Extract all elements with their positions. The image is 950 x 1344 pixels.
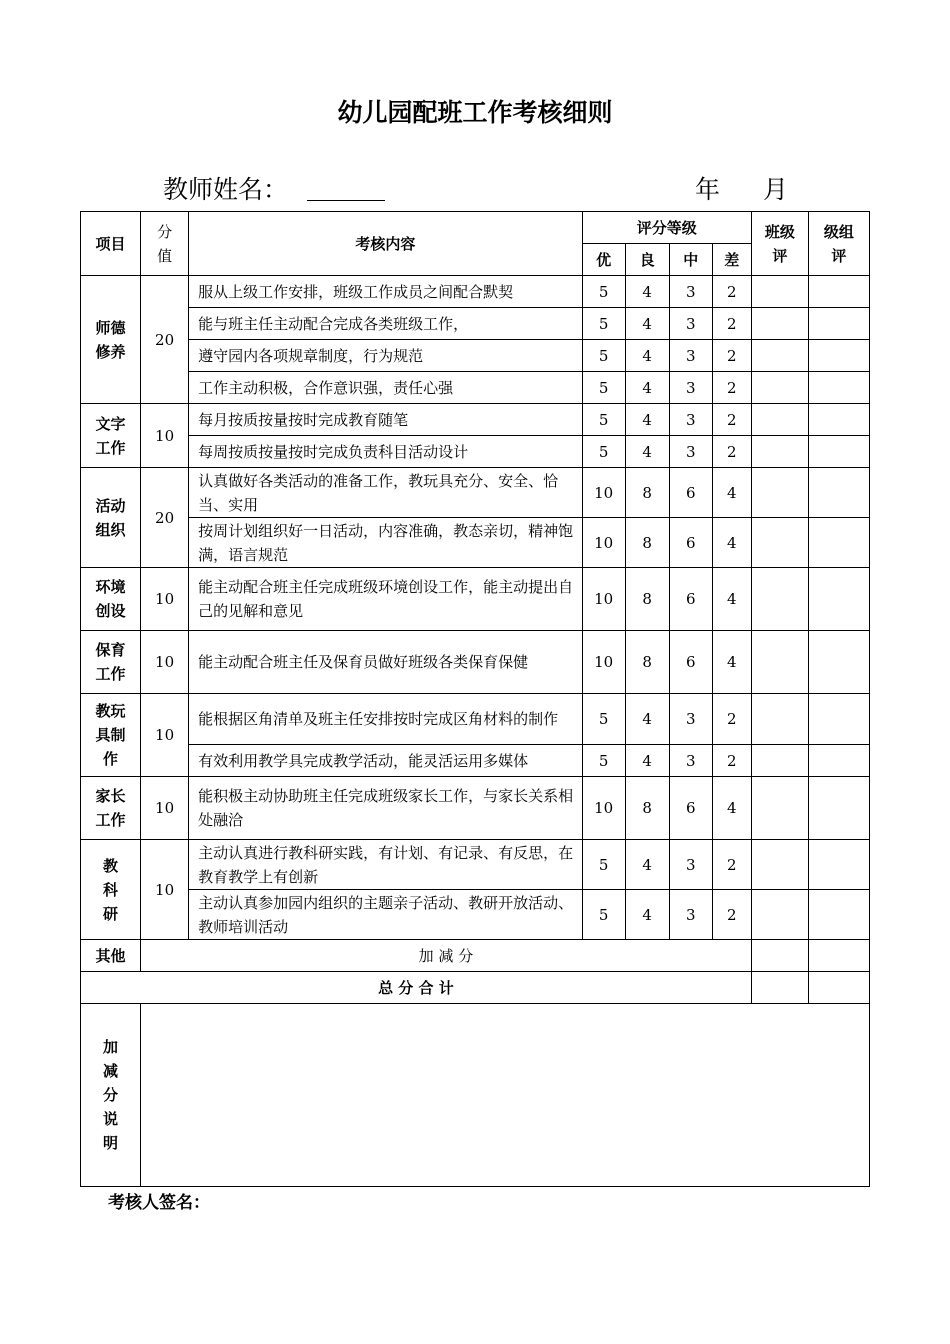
criterion-content: 每周按质按量按时完成负责科目活动设计: [189, 436, 582, 468]
grade-score: 4: [625, 840, 669, 890]
teacher-name-label: 教师姓名：: [163, 175, 289, 204]
group-eval-cell[interactable]: [808, 372, 869, 404]
grade-score: 2: [712, 308, 751, 340]
table-row: [81, 372, 870, 404]
class-eval-cell[interactable]: [751, 404, 808, 436]
class-eval-cell[interactable]: [751, 694, 808, 745]
class-eval-cell[interactable]: [751, 840, 808, 890]
criterion-content: 服从上级工作安排，班级工作成员之间配合默契: [189, 276, 582, 308]
section-score: 10: [141, 404, 189, 468]
section-score: 10: [141, 694, 189, 777]
table-row: [81, 404, 870, 436]
header-item: 项目: [81, 212, 141, 276]
class-eval-cell[interactable]: [751, 745, 808, 777]
group-eval-cell[interactable]: [808, 436, 869, 468]
group-eval-cell[interactable]: [808, 340, 869, 372]
grade-score: 6: [669, 777, 712, 840]
grade-score: 3: [669, 840, 712, 890]
other-content: 加 减 分: [141, 940, 752, 972]
grade-score: 4: [625, 694, 669, 745]
table-row: [81, 840, 870, 890]
table-row: [81, 631, 870, 694]
total-label: 总 分 合 计: [81, 972, 752, 1004]
assessment-table: [80, 211, 870, 1187]
grade-score: 2: [712, 372, 751, 404]
signer-label: 考核人签名：: [108, 1193, 210, 1213]
grade-score: 8: [625, 518, 669, 568]
criterion-content: 认真做好各类活动的准备工作，教玩具充分、安全、恰当、实用: [189, 468, 582, 518]
month-label: 月: [763, 175, 789, 204]
section-score: 10: [141, 777, 189, 840]
grade-score: 4: [712, 468, 751, 518]
grade-score: 4: [625, 340, 669, 372]
criterion-content: 能根据区角清单及班主任安排按时完成区角材料的制作: [189, 694, 582, 745]
class-eval-cell[interactable]: [751, 972, 808, 1004]
table-row: [81, 308, 870, 340]
other-label: 其他: [81, 940, 141, 972]
grade-excellent: 优: [582, 244, 625, 276]
criterion-content: 工作主动积极，合作意识强，责任心强: [189, 372, 582, 404]
class-eval-cell[interactable]: [751, 631, 808, 694]
header-content: 考核内容: [189, 212, 582, 276]
group-eval-cell[interactable]: [808, 631, 869, 694]
notes-row: [81, 1004, 870, 1187]
section-name: 文字 工作: [81, 404, 141, 468]
grade-score: 4: [625, 308, 669, 340]
group-eval-cell[interactable]: [808, 276, 869, 308]
grade-score: 4: [625, 276, 669, 308]
table-row: [81, 568, 870, 631]
grade-score: 3: [669, 404, 712, 436]
section-score: 10: [141, 840, 189, 940]
table-row: [81, 276, 870, 308]
criterion-content: 有效利用教学具完成教学活动，能灵活运用多媒体: [189, 745, 582, 777]
header-grade-group: 评分等级: [582, 212, 751, 244]
grade-score: 5: [582, 340, 625, 372]
section-name: 教 科 研: [81, 840, 141, 940]
group-eval-cell[interactable]: [808, 568, 869, 631]
grade-score: 3: [669, 436, 712, 468]
grade-score: 3: [669, 694, 712, 745]
class-eval-cell[interactable]: [751, 518, 808, 568]
section-score: 20: [141, 276, 189, 404]
group-eval-cell[interactable]: [808, 972, 869, 1004]
section-name: 师德 修养: [81, 276, 141, 404]
section-name: 环境 创设: [81, 568, 141, 631]
group-eval-cell[interactable]: [808, 518, 869, 568]
grade-score: 8: [625, 568, 669, 631]
header-score: 分 值: [141, 212, 189, 276]
criterion-content: 遵守园内各项规章制度，行为规范: [189, 340, 582, 372]
grade-poor: 差: [712, 244, 751, 276]
grade-score: 8: [625, 777, 669, 840]
section-name: 家长 工作: [81, 777, 141, 840]
grade-score: 3: [669, 745, 712, 777]
class-eval-cell[interactable]: [751, 468, 808, 518]
table-row: [81, 890, 870, 940]
grade-score: 5: [582, 372, 625, 404]
grade-score: 2: [712, 890, 751, 940]
grade-score: 5: [582, 276, 625, 308]
total-row: [81, 972, 870, 1004]
criterion-content: 能主动配合班主任完成班级环境创设工作，能主动提出自己的见解和意见: [189, 568, 582, 631]
grade-score: 4: [625, 890, 669, 940]
criterion-content: 主动认真进行教科研实践，有计划、有记录、有反思，在教育教学上有创新: [189, 840, 582, 890]
grade-score: 2: [712, 694, 751, 745]
grade-score: 4: [712, 631, 751, 694]
section-score: 20: [141, 468, 189, 568]
criterion-content: 能主动配合班主任及保育员做好班级各类保育保健: [189, 631, 582, 694]
group-eval-cell[interactable]: [808, 840, 869, 890]
grade-score: 6: [669, 468, 712, 518]
section-name: 保育 工作: [81, 631, 141, 694]
grade-score: 6: [669, 518, 712, 568]
table-row: [81, 518, 870, 568]
grade-medium: 中: [669, 244, 712, 276]
table-row: [81, 694, 870, 745]
teacher-name-bar: [163, 170, 803, 204]
grade-score: 2: [712, 404, 751, 436]
header-row: [81, 212, 870, 244]
grade-score: 4: [625, 404, 669, 436]
criterion-content: 按周计划组织好一日活动，内容准确，教态亲切，精神饱满，语言规范: [189, 518, 582, 568]
grade-score: 2: [712, 436, 751, 468]
class-eval-cell[interactable]: [751, 777, 808, 840]
section-score: 10: [141, 568, 189, 631]
table-row: [81, 745, 870, 777]
class-eval-cell[interactable]: [751, 436, 808, 468]
grade-score: 5: [582, 308, 625, 340]
grade-score: 3: [669, 890, 712, 940]
notes-label: 加 减 分 说 明: [81, 1004, 141, 1187]
class-eval-cell[interactable]: [751, 372, 808, 404]
other-row: [81, 940, 870, 972]
table-row: [81, 340, 870, 372]
table-row: [81, 468, 870, 518]
header-class-eval: 班级 评: [751, 212, 808, 276]
grade-score: 5: [582, 840, 625, 890]
grade-score: 6: [669, 631, 712, 694]
grade-score: 2: [712, 840, 751, 890]
grade-score: 10: [582, 518, 625, 568]
group-eval-cell[interactable]: [808, 694, 869, 745]
grade-score: 3: [669, 308, 712, 340]
group-eval-cell[interactable]: [808, 890, 869, 940]
grade-score: 2: [712, 276, 751, 308]
criterion-content: 能与班主任主动配合完成各类班级工作，: [189, 308, 582, 340]
grade-score: 10: [582, 468, 625, 518]
group-eval-cell[interactable]: [808, 777, 869, 840]
section-score: 10: [141, 631, 189, 694]
grade-score: 5: [582, 694, 625, 745]
section-name: 教玩 具制 作: [81, 694, 141, 777]
class-eval-cell[interactable]: [751, 308, 808, 340]
grade-score: 4: [712, 568, 751, 631]
class-eval-cell[interactable]: [751, 340, 808, 372]
grade-score: 4: [625, 745, 669, 777]
grade-score: 10: [582, 568, 625, 631]
notes-area[interactable]: [141, 1004, 870, 1187]
grade-score: 5: [582, 436, 625, 468]
group-eval-cell[interactable]: [808, 308, 869, 340]
table-row: [81, 436, 870, 468]
section-name: 活动 组织: [81, 468, 141, 568]
class-eval-cell[interactable]: [751, 890, 808, 940]
teacher-name-blank[interactable]: [307, 200, 385, 201]
class-eval-cell[interactable]: [751, 276, 808, 308]
group-eval-cell[interactable]: [808, 468, 869, 518]
criterion-content: 主动认真参加园内组织的主题亲子活动、教研开放活动、教师培训活动: [189, 890, 582, 940]
grade-score: 4: [625, 372, 669, 404]
grade-score: 2: [712, 340, 751, 372]
header-group-eval: 级组 评: [808, 212, 869, 276]
grade-score: 3: [669, 276, 712, 308]
group-eval-cell[interactable]: [808, 940, 869, 972]
year-label: 年: [695, 175, 721, 204]
grade-score: 2: [712, 745, 751, 777]
grade-score: 3: [669, 340, 712, 372]
grade-score: 8: [625, 468, 669, 518]
grade-score: 5: [582, 404, 625, 436]
criterion-content: 每月按质按量按时完成教育随笔: [189, 404, 582, 436]
grade-score: 5: [582, 890, 625, 940]
grade-score: 8: [625, 631, 669, 694]
grade-score: 4: [625, 436, 669, 468]
class-eval-cell[interactable]: [751, 568, 808, 631]
table-row: [81, 777, 870, 840]
document-title: 幼儿园配班工作考核细则: [337, 98, 613, 127]
grade-score: 10: [582, 777, 625, 840]
grade-score: 5: [582, 745, 625, 777]
grade-score: 4: [712, 518, 751, 568]
grade-score: 4: [712, 777, 751, 840]
group-eval-cell[interactable]: [808, 745, 869, 777]
grade-score: 6: [669, 568, 712, 631]
grade-good: 良: [625, 244, 669, 276]
class-eval-cell[interactable]: [751, 940, 808, 972]
grade-score: 10: [582, 631, 625, 694]
grade-score: 3: [669, 372, 712, 404]
group-eval-cell[interactable]: [808, 404, 869, 436]
criterion-content: 能积极主动协助班主任完成班级家长工作，与家长关系相处融洽: [189, 777, 582, 840]
